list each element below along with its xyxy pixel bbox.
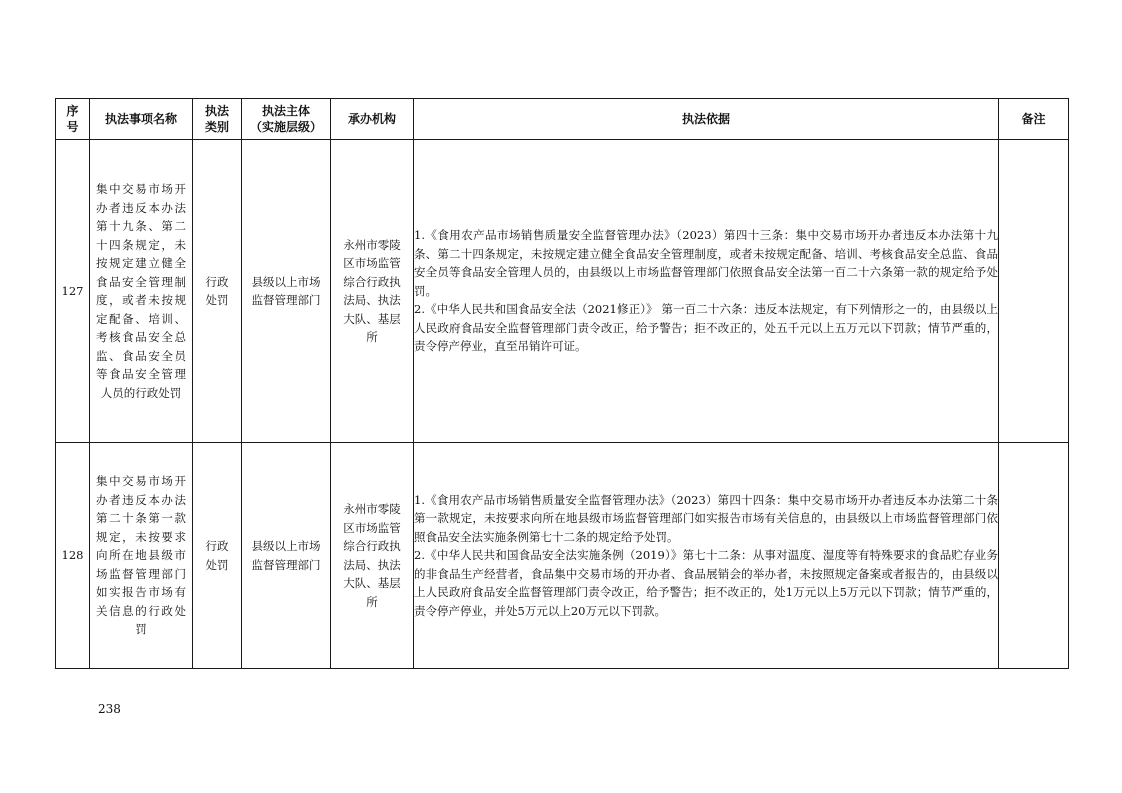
cell-remarks	[999, 443, 1069, 669]
header-subject: 执法主体 （实施层级）	[242, 99, 331, 140]
header-basis: 执法依据	[414, 99, 999, 140]
header-remarks: 备注	[999, 99, 1069, 140]
header-org: 承办机构	[331, 99, 414, 140]
table-row	[56, 443, 1069, 669]
table-row	[56, 140, 1069, 443]
basis-paragraph: 2.《中华人民共和国食品安全法实施条例（2019）》第七十二条：从事对温度、湿度等有特殊要求的食品贮存业务的非食品生产经营者，食品集中交易市场的开办者、食品展销会的举办者，未按照规定备案或者报告的，由县级以上人民政府食品安全监督管理部门责令改正，给予警告；拒不改正的，处1万元以上5万元以下罚款；情节严重的，责令停产停业，并处5万元以上20万元以下罚款。	[414, 548, 998, 618]
cell-org: 永州市零陵区市场监管综合行政执法局、执法大队、基层所	[331, 140, 414, 443]
cell-basis	[414, 443, 999, 669]
cell-name: 集中交易市场开办者违反本办法第二十条第一款规定，未按要求向所在地县级市场监督管理部门如实报告市场有关信息的行政处罚	[90, 443, 193, 669]
enforcement-table	[55, 98, 1069, 669]
cell-seq: 128	[56, 443, 90, 669]
cell-category: 行政处罚	[193, 443, 242, 669]
basis-paragraph: 1.《食用农产品市场销售质量安全监督管理办法》（2023）第四十三条：集中交易市场开办者违反本办法第十九条、第二十四条规定，未按规定建立健全食品安全管理制度，或者未按规定配备、培训、考核食品安全总监、食品安全员等食品安全管理人员的，由县级以上市场监督管理部门依照食品安全法第一百二十六条第一款的规定给予处罚。	[414, 228, 998, 298]
header-category: 执法 类别	[193, 99, 242, 140]
cell-subject: 县级以上市场监督管理部门	[242, 443, 331, 669]
cell-basis	[414, 140, 999, 443]
cell-name: 集中交易市场开办者违反本办法第十九条、第二十四条规定，未按规定建立健全食品安全管理制度，或者未按规定配备、培训、考核食品安全总监、食品安全员等食品安全管理人员的行政处罚	[90, 140, 193, 443]
header-name: 执法事项名称	[90, 99, 193, 140]
cell-subject: 县级以上市场监督管理部门	[242, 140, 331, 443]
table-header-row	[56, 99, 1069, 140]
cell-org: 永州市零陵区市场监管综合行政执法局、执法大队、基层所	[331, 443, 414, 669]
cell-category: 行政处罚	[193, 140, 242, 443]
page-number: 238	[98, 702, 121, 716]
basis-paragraph: 2.《中华人民共和国食品安全法（2021修正）》 第一百二十六条：违反本法规定，有下列情形之一的，由县级以上人民政府食品安全监督管理部门责令改正，给予警告；拒不改正的，处五千元以上五万元以下罚款；情节严重的，责令停产停业，直至吊销许可证。	[414, 302, 998, 354]
basis-paragraph: 1.《食用农产品市场销售质量安全监督管理办法》（2023）第四十四条：集中交易市场开办者违反本办法第二十条第一款规定，未按要求向所在地县级市场监督管理部门如实报告市场有关信息的，由县级以上市场监督管理部门依照食品安全法实施条例第七十二条的规定给予处罚。	[414, 492, 998, 544]
cell-seq: 127	[56, 140, 90, 443]
cell-remarks	[999, 140, 1069, 443]
header-seq: 序 号	[56, 99, 90, 140]
